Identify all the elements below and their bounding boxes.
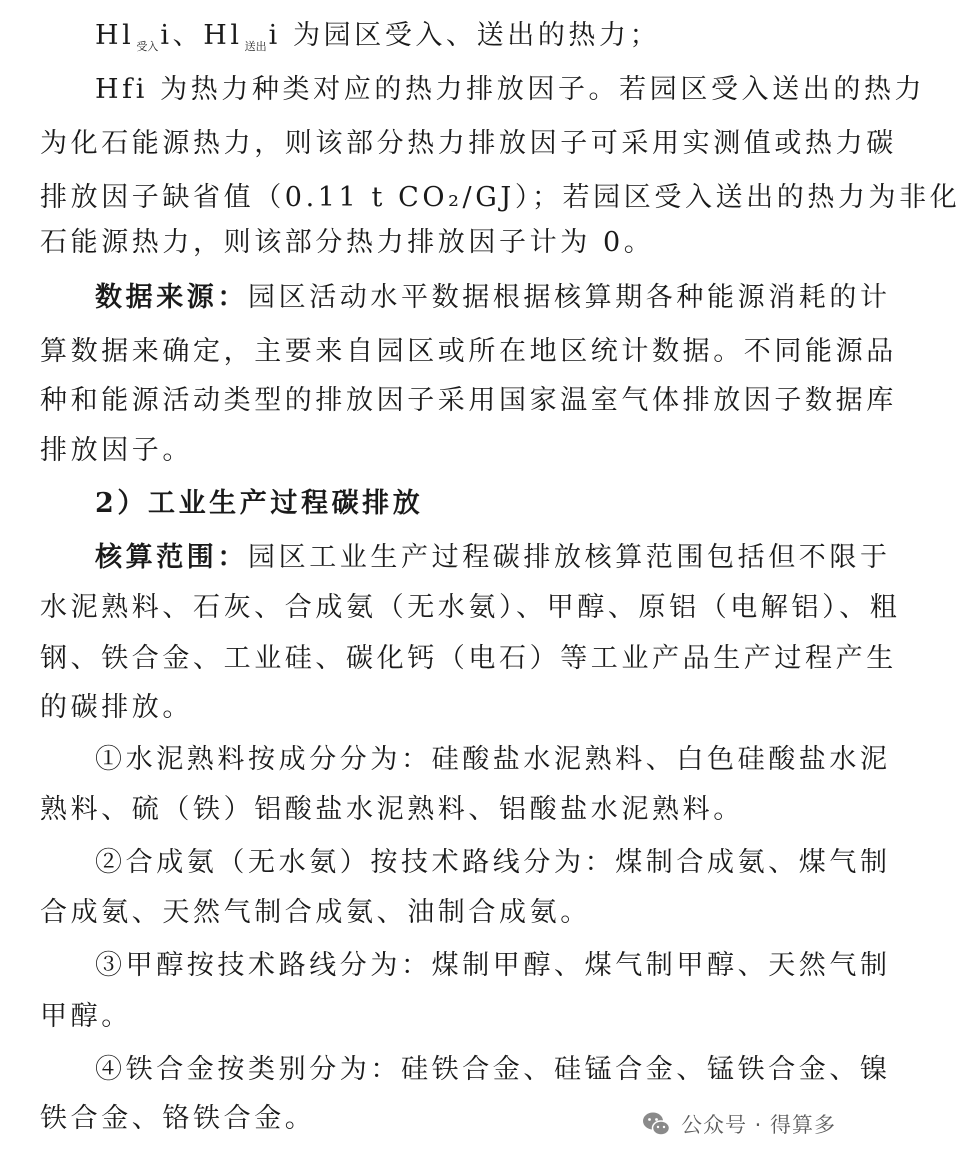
symbol-text: Hl	[95, 20, 135, 51]
text-segment: 园区活动水平数据根据核算期各种能源消耗的计	[248, 282, 891, 313]
subscript: 送出	[244, 40, 267, 53]
text-line	[95, 18, 824, 65]
paragraph-line: 算数据来确定，主要来自园区或所在地区统计数据。不同能源品	[40, 336, 897, 367]
paragraph-line: 水泥熟料、石灰、合成氨（无水氨）、甲醇、原铝（电解铝）、粗	[40, 592, 901, 623]
text-segment: i 为园区受入、送出的热力；	[268, 20, 661, 51]
list-item: ②合成氨（无水氨）按技术路线分为：煤制合成氨、煤气制	[95, 847, 891, 878]
paragraph-line: 石能源热力，则该部分热力排放因子计为 0。	[40, 227, 655, 258]
section-label: 核算范围：	[95, 542, 248, 573]
paragraph-line	[95, 540, 891, 576]
watermark-text: 公众号 · 得算多	[680, 1113, 836, 1137]
section-heading: 2）工业生产过程碳排放	[95, 488, 424, 519]
watermark	[641, 1106, 836, 1142]
list-item: ④铁合金按类别分为：硅铁合金、硅锰合金、锰铁合金、镍	[95, 1054, 891, 1085]
paragraph-line: 的碳排放。	[40, 692, 193, 723]
paragraph-line: 铁合金、铬铁合金。	[40, 1103, 316, 1134]
wechat-icon	[641, 1109, 671, 1139]
paragraph-line: 钢、铁合金、工业硅、碳化钙（电石）等工业产品生产过程产生	[40, 643, 897, 674]
paragraph-line: 种和能源活动类型的排放因子采用国家温室气体排放因子数据库	[40, 385, 897, 416]
section-label: 数据来源：	[95, 282, 248, 313]
text-segment: 园区工业生产过程碳排放核算范围包括但不限于	[248, 542, 891, 573]
paragraph-line: 熟料、硫（铁）铝酸盐水泥熟料、铝酸盐水泥熟料。	[40, 794, 744, 825]
list-item: ①水泥熟料按成分分为：硅酸盐水泥熟料、白色硅酸盐水泥	[95, 744, 891, 775]
paragraph-line	[95, 280, 891, 316]
paragraph-line: 为化石能源热力，则该部分热力排放因子可采用实测值或热力碳	[40, 128, 897, 159]
symbol-text: i、Hl	[160, 20, 243, 51]
paragraph-line: 排放因子缺省值（0.11 t CO₂/GJ）；若园区受入送出的热力为非化	[40, 182, 960, 213]
paragraph-line: 甲醇。	[40, 1001, 132, 1032]
paragraph-line: 排放因子。	[40, 435, 193, 466]
paragraph-line: Hfi 为热力种类对应的热力排放因子。若园区受入送出的热力	[95, 74, 926, 105]
list-item: ③甲醇按技术路线分为：煤制甲醇、煤气制甲醇、天然气制	[95, 950, 891, 981]
subscript: 受入	[136, 40, 159, 53]
paragraph-line: 合成氨、天然气制合成氨、油制合成氨。	[40, 897, 591, 928]
